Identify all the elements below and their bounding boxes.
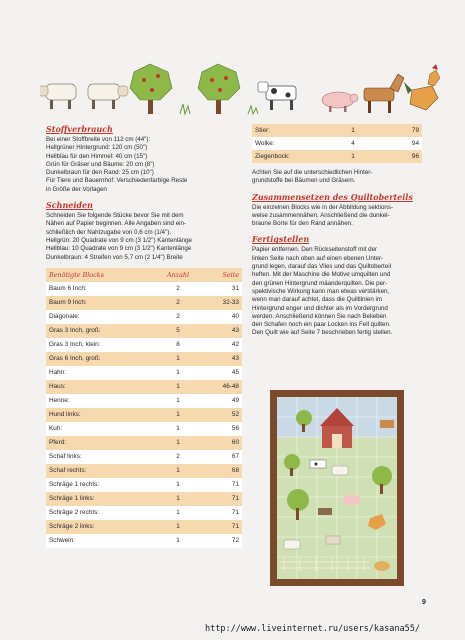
table-header-row	[46, 268, 242, 282]
finishing-heading: Fertigstellen	[252, 234, 310, 245]
hen-icon	[374, 561, 390, 571]
block-count: 1	[156, 380, 200, 394]
cutting-text	[46, 212, 242, 262]
block-page: 79	[376, 124, 422, 137]
block-count: 1	[156, 366, 200, 380]
block-page: 71	[200, 506, 242, 520]
material-line: Bei einer Stoffbreite von 112 cm (44"):	[46, 136, 151, 143]
assembly-heading: Zusammensetzen des Quiltoberteils	[252, 191, 413, 202]
material-list	[46, 136, 242, 194]
material-line: Dunkelbraun für den Rand: 25 cm (10")	[46, 169, 154, 177]
cutting-line: Dunkelbraun: 4 Streifen von 5,7 cm (2 1/4") Breite	[46, 253, 183, 261]
goat-icon	[326, 536, 340, 544]
column-header: Anzahl	[156, 268, 200, 282]
material-line: Hellblau für den Himmel: 40 cm (15")	[46, 152, 148, 160]
block-page: 67	[200, 450, 242, 464]
cutting-line: schließlich der Nahtzugabe von 0,6 cm (1/4").	[46, 228, 171, 236]
table-row	[252, 150, 422, 163]
table-row	[46, 310, 242, 324]
tree-icon	[198, 64, 240, 114]
column-header: Benötigte Blocks	[46, 268, 156, 282]
assembly-line: weise zusammennähen. Anschließend die dunkel-	[252, 211, 390, 219]
finishing-line: Den Quilt wie auf Seite 7 beschrieben fertig stellen.	[252, 329, 393, 337]
table-row	[46, 408, 242, 422]
block-count: 1	[156, 408, 200, 422]
block-page: 32-33	[200, 296, 242, 310]
table-row	[252, 137, 422, 150]
block-page: 71	[200, 492, 242, 506]
block-page: 40	[200, 310, 242, 324]
block-count: 1	[156, 520, 200, 534]
page-number: 9	[422, 599, 426, 606]
table-row	[46, 464, 242, 478]
block-name: Gras 3 Inch, klein:	[46, 338, 156, 352]
block-name: Baum 9 Inch:	[46, 296, 156, 310]
block-count: 4	[330, 137, 376, 150]
column-header: Seite	[200, 268, 242, 282]
block-count: 2	[156, 450, 200, 464]
finishing-line: werden. Anschließend können Sie nach Belieben	[252, 312, 387, 320]
hint-line: grundstoffe bei Bäumen und Gräsern.	[252, 177, 356, 185]
table-row	[46, 450, 242, 464]
block-page: 46-48	[200, 380, 242, 394]
block-name: Schräge 1 rechts:	[46, 478, 156, 492]
finishing-line: heften. Mit der Maschine die Motive umquilten und	[252, 271, 391, 279]
table-row	[46, 352, 242, 366]
block-name: Schaf links:	[46, 450, 156, 464]
cow-icon	[310, 460, 326, 468]
block-name: Henne:	[46, 394, 156, 408]
block-name: Pferd:	[46, 436, 156, 450]
block-count: 1	[156, 534, 200, 548]
block-count: 2	[156, 282, 200, 296]
block-count: 2	[156, 310, 200, 324]
quilt-layout-diagram	[270, 390, 404, 586]
block-count: 1	[156, 478, 200, 492]
blocks-table-continued	[252, 124, 422, 163]
table-row	[46, 338, 242, 352]
block-name: Kuh:	[46, 422, 156, 436]
finishing-text	[252, 246, 422, 337]
block-page: 94	[376, 137, 422, 150]
finishing-line: den Schafen noch ein paar Locken ins Fell quilten.	[252, 321, 391, 329]
material-line: Für Tiere und Bauernhof: Verschiedenfarbige Reste	[46, 177, 188, 185]
assembly-text	[252, 204, 422, 229]
rooster-icon	[404, 64, 440, 110]
block-count: 1	[156, 394, 200, 408]
block-count: 2	[156, 296, 200, 310]
material-heading: Stoffverbrauch	[46, 124, 113, 134]
cutting-heading: Schneiden	[46, 200, 93, 211]
table-row	[46, 506, 242, 520]
blocks-table	[46, 268, 242, 548]
horse-icon	[380, 420, 394, 428]
table-row	[46, 366, 242, 380]
finishing-line: linken Seite nach oben auf einen ebenen Unter-	[252, 254, 384, 262]
block-page: 45	[200, 366, 242, 380]
block-count: 1	[156, 352, 200, 366]
block-page: 72	[200, 534, 242, 548]
block-page: 71	[200, 520, 242, 534]
sheep-icon	[88, 84, 128, 109]
block-count: 8	[156, 338, 200, 352]
block-page: 31	[200, 282, 242, 296]
table-row	[46, 534, 242, 548]
block-count: 1	[156, 464, 200, 478]
grass-icon	[248, 106, 258, 114]
assembly-line: Die einzelnen Blocks wie in der Abbildung sektions-	[252, 203, 394, 211]
cutting-line: Hellblau: 10 Quadrate von 9 cm (3 1/2") Kantenlänge	[46, 245, 192, 253]
table-row	[46, 492, 242, 506]
dog-icon	[318, 508, 332, 515]
cow-icon	[258, 82, 296, 110]
pig-icon	[322, 92, 358, 112]
block-page: 49	[200, 394, 242, 408]
cutting-line: Hellgrün: 20 Quadrate von 9 cm (3 1/2") Kantenlänge	[46, 236, 192, 244]
block-count: 1	[156, 436, 200, 450]
sheep-icon	[332, 466, 348, 475]
table-row	[46, 394, 242, 408]
material-line: in Größe der Vorlagen	[46, 185, 107, 193]
farm-animals-illustration	[40, 60, 440, 122]
block-count: 1	[156, 506, 200, 520]
cutting-line: Nähen auf Papier beginnen. Alle Angaben sind ein-	[46, 220, 187, 228]
table-row	[46, 380, 242, 394]
block-name: Wolke:	[252, 137, 330, 150]
source-watermark: http://www.liveinternet.ru/users/kasana55/	[205, 624, 420, 634]
finishing-line: wenn man darauf achtet, dass die Quiltlinien im	[252, 296, 383, 304]
block-page: 43	[200, 324, 242, 338]
block-page: 71	[200, 478, 242, 492]
table-row	[46, 282, 242, 296]
block-name: Gras 6 Inch, groß:	[46, 352, 156, 366]
block-count: 5	[156, 324, 200, 338]
block-page: 96	[376, 150, 422, 163]
block-name: Hund links:	[46, 408, 156, 422]
finishing-line: Hintergrund enger und dichter als im Vordergrund	[252, 304, 388, 312]
table-row	[46, 478, 242, 492]
table-row	[46, 436, 242, 450]
sheep-icon	[40, 84, 76, 109]
block-page: 60	[200, 436, 242, 450]
block-name: Schräge 2 links:	[46, 520, 156, 534]
material-line: Grün für Gräser und Bäume: 20 cm (8")	[46, 160, 155, 168]
sheep-icon	[284, 540, 300, 549]
finishing-line: spektivische Wirkung kann man etwas verstärken,	[252, 287, 390, 295]
block-page: 43	[200, 352, 242, 366]
block-count: 1	[330, 124, 376, 137]
block-name: Hahn:	[46, 366, 156, 380]
block-page: 56	[200, 422, 242, 436]
background-hint	[252, 169, 422, 186]
block-name: Ziegenbock:	[252, 150, 330, 163]
block-page: 68	[200, 464, 242, 478]
block-name: Baum 6 Inch:	[46, 282, 156, 296]
block-name: Schräge 1 links:	[46, 492, 156, 506]
finishing-line: Papier entfernen. Den Rückseitenstoff mit der	[252, 246, 378, 254]
block-page: 52	[200, 408, 242, 422]
table-row	[46, 520, 242, 534]
assembly-line: braune Borte für den Rand annähen.	[252, 220, 353, 228]
cutting-line: Schneiden Sie folgende Stücke bevor Sie mit dem	[46, 212, 184, 220]
block-count: 1	[156, 422, 200, 436]
material-line: Hellgrüner Hintergrund: 120 cm (50")	[46, 144, 148, 152]
block-page: 42	[200, 338, 242, 352]
table-row	[252, 124, 422, 137]
grass-icon	[180, 104, 190, 114]
block-name: Schwein:	[46, 534, 156, 548]
right-column	[252, 124, 422, 338]
tree-icon	[130, 64, 172, 114]
block-name: Diagonale:	[46, 310, 156, 324]
block-name: Stier:	[252, 124, 330, 137]
finishing-line: den grünen Hintergrund mäanderquilten. Die per-	[252, 279, 388, 287]
block-name: Haus:	[46, 380, 156, 394]
block-name: Schaf rechts:	[46, 464, 156, 478]
block-count: 1	[330, 150, 376, 163]
block-name: Gras 3 Inch, groß:	[46, 324, 156, 338]
finishing-line: grund legen, darauf das Vlies und das Quiltoberteil	[252, 263, 391, 271]
horse-icon	[364, 74, 404, 113]
hint-line: Achten Sie auf die unterschiedlichen Hinter-	[252, 169, 373, 176]
table-row	[46, 422, 242, 436]
table-row	[46, 296, 242, 310]
table-row	[46, 324, 242, 338]
block-name: Schräge 2 rechts:	[46, 506, 156, 520]
block-count: 1	[156, 492, 200, 506]
left-column	[46, 124, 242, 548]
pig-icon	[343, 495, 361, 505]
